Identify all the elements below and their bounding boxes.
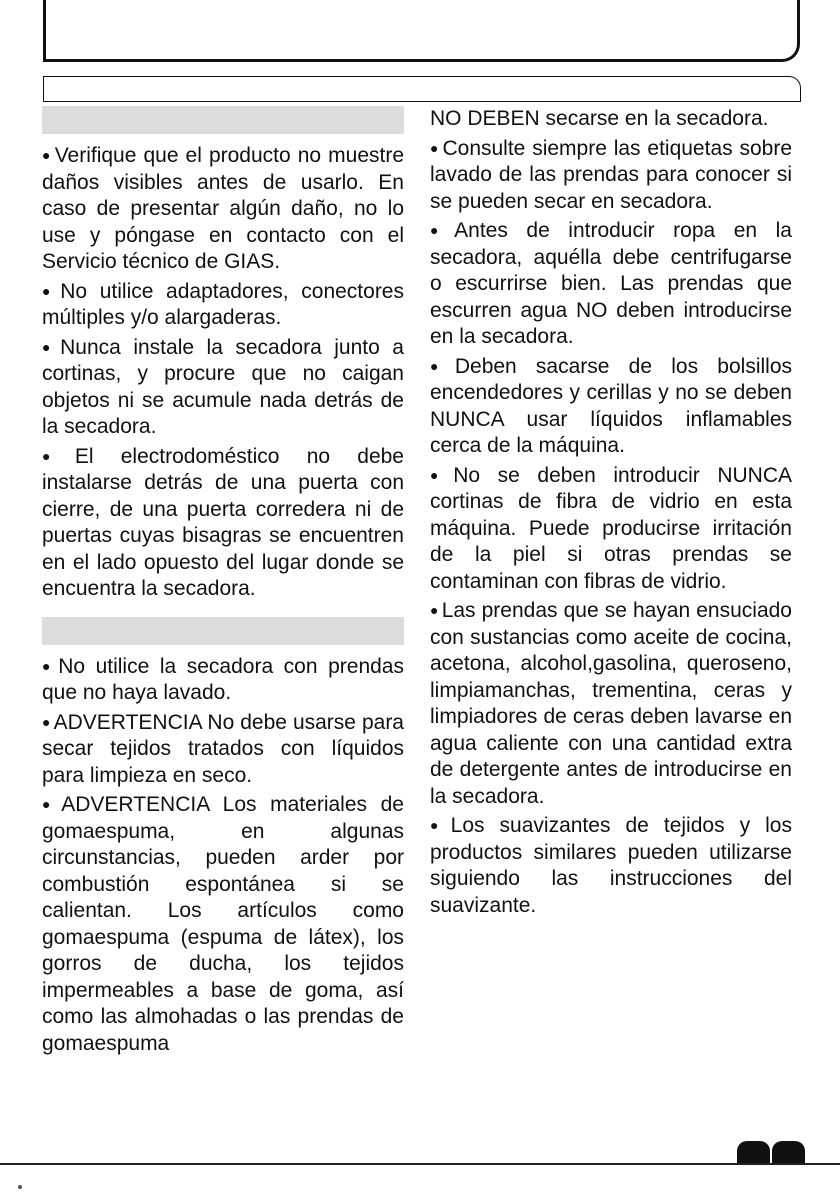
subtitle-bar	[43, 76, 801, 102]
paragraph: ● Nunca instale la secadora junto a cortinas, y procure que no caigan objetos ni se acumule nada detrás de la secadora.	[42, 334, 404, 441]
page-title-box	[43, 0, 800, 62]
paragraph: ● Consulte siempre las etiquetas sobre lavado de las prendas para conocer si se pueden secar en secadora.	[430, 135, 792, 216]
paragraph: ● El electrodoméstico no debe instalarse detrás de una puerta con cierre, de una puerta corredera ni de puertas cuyas bisagras se encuentren en el lado opuesto del lugar donde se encuentra la secadora.	[42, 443, 404, 603]
paragraph: ● Verifique que el producto no muestre daños visibles antes de usarlo. En caso de presentar algún daño, no lo use y póngase en contacto con el Servicio técnico de GIAS.	[42, 142, 404, 276]
paragraph: ● ADVERTENCIA No debe usarse para secar tejidos tratados con líquidos para limpieza en seco.	[42, 709, 404, 790]
page-tab-right	[772, 1141, 805, 1163]
footer-rule	[0, 1163, 840, 1165]
paragraph: ● ADVERTENCIA Los materiales de gomaespuma, en algunas circunstancias, pueden arder por combustión espontánea si se calientan. Los artículos como gomaespuma (espuma de látex), los gorros de ducha, los tejidos impermeables a base de goma, así como las almohadas o las prendas de gomaespuma	[42, 791, 404, 1057]
paragraph: ● Deben sacarse de los bolsillos encendedores y cerillas y no se deben NUNCA usar líquidos inflamables cerca de la máquina.	[430, 353, 792, 460]
paragraph: ● Las prendas que se hayan ensuciado con sustancias como aceite de cocina, acetona, alcohol,gasolina, queroseno, limpiamanchas, trementina, ceras y limpiadores de ceras deben lavarse en agua caliente con una cantidad extra de detergente antes de introducirse en la secadora.	[430, 597, 792, 810]
paragraph: ● No utilice adaptadores, conectores múltiples y/o alargaderas.	[42, 278, 404, 332]
paragraph: ● Los suavizantes de tejidos y los productos similares pueden utilizarse siguiendo las instrucciones del suavizante.	[430, 812, 792, 919]
paragraph: ● No utilice la secadora con prendas que no haya lavado.	[42, 653, 404, 707]
right-column	[430, 106, 792, 921]
section-heading-bar-2	[42, 617, 404, 645]
paragraph: ● Antes de introducir ropa en la secadora, aquélla debe centrifugarse o escurrirse bien. Las prendas que escurren agua NO deben introducirse en la secadora.	[430, 217, 792, 351]
footer-dot	[18, 1185, 22, 1189]
paragraph: ● No se deben introducir NUNCA cortinas de fibra de vidrio en esta máquina. Puede producirse irritación de la piel si otras prendas se contaminan con fibras de vidrio.	[430, 462, 792, 596]
section-heading-bar-1	[42, 106, 404, 134]
paragraph-continuation: NO DEBEN secarse en la secadora.	[430, 107, 769, 130]
page-tab-left	[737, 1141, 770, 1163]
left-column	[42, 106, 404, 1059]
